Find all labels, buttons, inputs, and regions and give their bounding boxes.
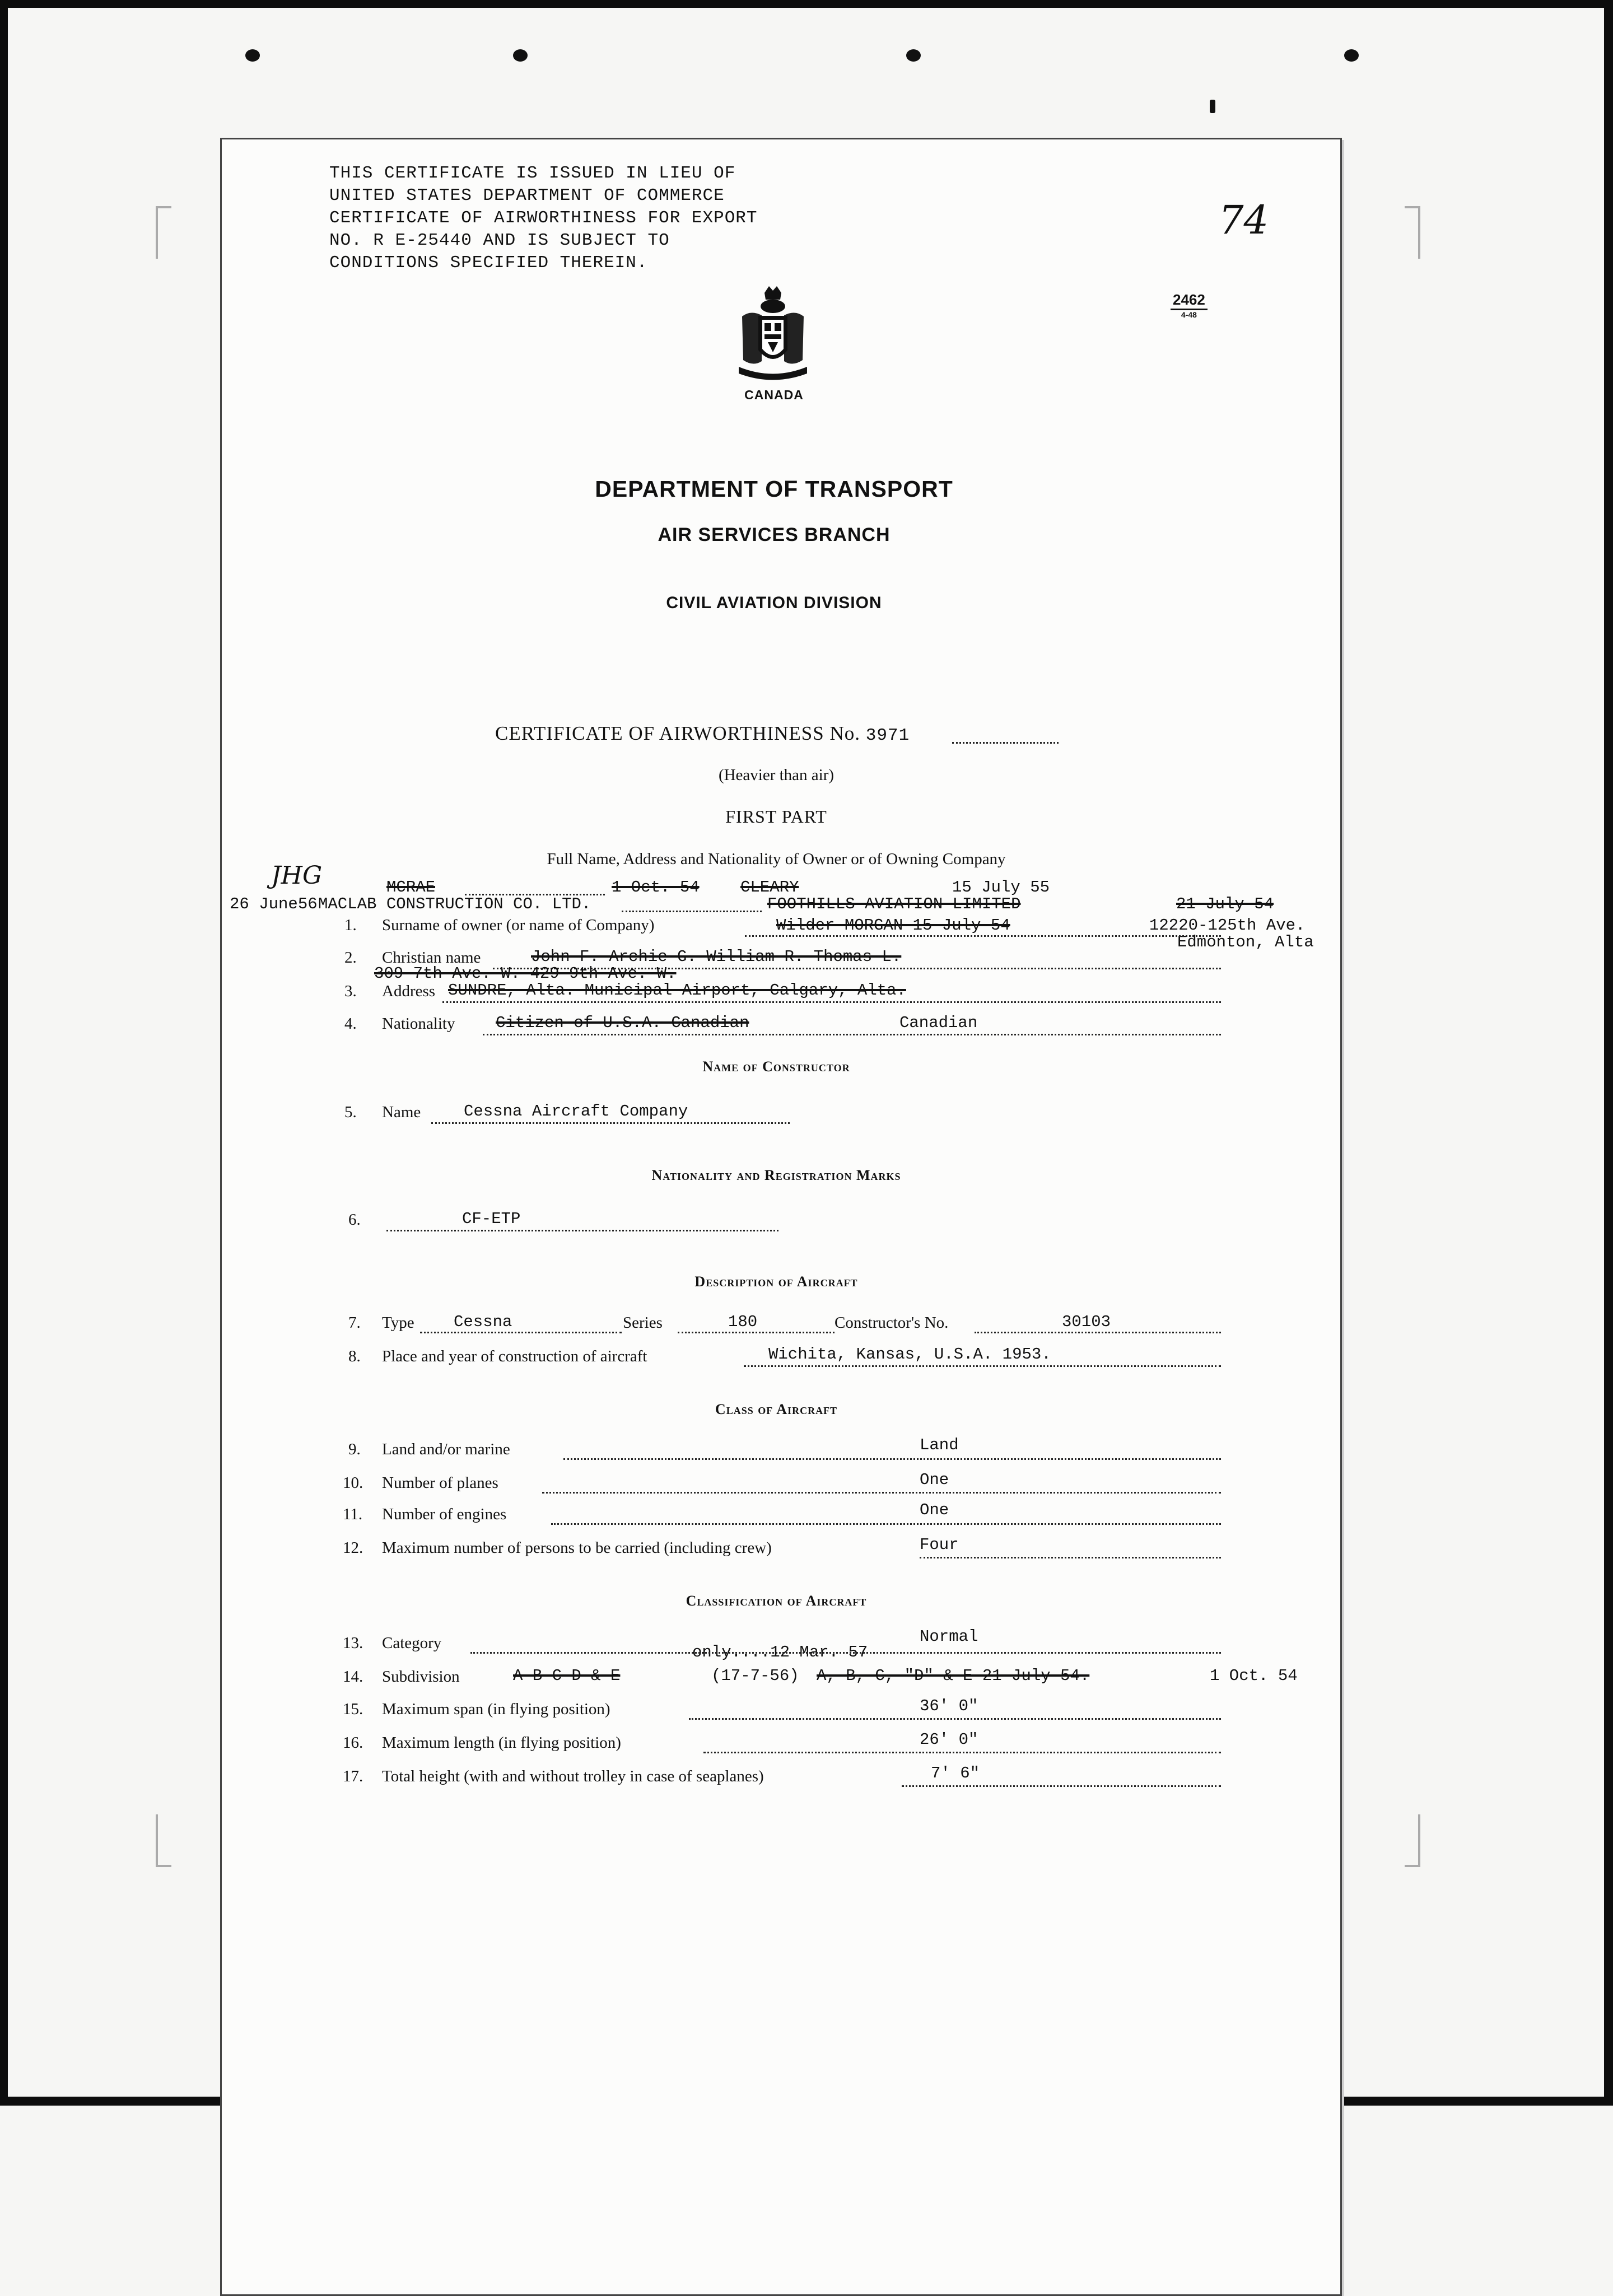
field-1-number: 1. [344,916,357,934]
certificate-title-label: CERTIFICATE OF AIRWORTHINESS No. [495,722,861,744]
classification-section-title: Classification of Aircraft [686,1593,867,1609]
prior-owner-cleary: CLEARY [740,878,799,897]
prior-owner-date: 1 Oct. 54 [612,878,700,897]
prior-owner-mcrae: MCRAE [386,878,436,897]
field-10-number: 10. [343,1474,363,1492]
field-5-value: Cessna Aircraft Company [464,1102,688,1121]
part-heading: FIRST PART [725,806,827,827]
class-section-title: Class of Aircraft [715,1401,838,1417]
prior-owner-cleary-date: 15 July 55 [952,878,1050,897]
branch-heading: AIR SERVICES BRANCH [658,524,891,545]
certificate-subtitle: (Heavier than air) [718,766,835,784]
owner-section-title: Full Name, Address and Nationality of Owner or of Owning Company [547,850,1006,868]
field-7-series-label: Series [623,1314,663,1332]
field-1-value: 12220-125th Ave. [1149,916,1306,935]
certificate-title [495,722,910,745]
prior-owner-foothills: FOOTHILLS AVIATION LIMITED [767,895,1021,913]
stamp-line: UNITED STATES DEPARTMENT OF COMMERCE [329,186,725,206]
issue-stamp [329,162,758,274]
description-section-title: Description of Aircraft [694,1273,858,1290]
field-2-number: 2. [344,949,357,967]
field-11-number: 11. [343,1505,363,1523]
field-13-note: only....12 Mar. 57 [692,1643,868,1662]
field-7-constructor-dots [975,1332,1221,1333]
owner-change-date: 26 June56 [230,895,318,913]
country-label: CANADA [744,388,804,402]
field-14-number: 14. [343,1668,363,1686]
field-7-number: 7. [348,1314,361,1332]
field-2-label: Christian name [382,949,481,967]
department-heading: DEPARTMENT OF TRANSPORT [595,476,953,502]
crest-icon [731,283,815,384]
field-6-value: CF-ETP [462,1210,521,1228]
handwritten-page-number: 74 [1219,197,1269,243]
field-3-struck-top: 309 7th Ave. W. 429 9th Ave. W. [374,964,677,983]
field-15-number: 15. [343,1700,363,1718]
field-14-value: 1 Oct. 54 [1210,1667,1298,1685]
field-15-value: 36' 0" [920,1697,978,1715]
field-9-dots [563,1458,1221,1460]
field-12-label: Maximum number of persons to be carried (including crew) [382,1539,772,1557]
field-7-series-value: 180 [728,1313,758,1331]
field-3-label: Address [382,982,436,1000]
field-5-label: Name [382,1103,421,1121]
field-13-label: Category [382,1634,442,1652]
field-4-number: 4. [344,1015,357,1033]
field-16-dots [703,1752,1221,1753]
field-5-number: 5. [344,1103,357,1121]
field-12-dots [920,1557,1221,1558]
field-16-label: Maximum length (in flying position) [382,1734,621,1752]
field-1-value-2: Edmonton, Alta [1177,933,1314,951]
certificate-number-dots [952,742,1059,744]
field-1-struck: Wilder MORGAN 15 July 54 [776,916,1010,935]
field-7-constructor-label: Constructor's No. [835,1314,949,1332]
constructor-section-title: Name of Constructor [702,1058,850,1075]
field-2-struck: John F. Archie G. William R. Thomas L. [531,948,902,966]
stamp-line: CERTIFICATE OF AIRWORTHINESS FOR EXPORT [329,208,758,228]
registration-section-title: Nationality and Registration Marks [651,1167,901,1183]
stamp-line: CONDITIONS SPECIFIED THEREIN. [329,253,648,273]
field-4-label: Nationality [382,1015,455,1033]
field-12-value: Four [920,1536,959,1554]
certificate-number: 3971 [865,726,910,745]
field-4-dots [483,1034,1221,1035]
field-17-label: Total height (with and without trolley in case of seaplanes) [382,1767,764,1785]
field-14-struck: A B C D & E [513,1667,621,1685]
field-1-label: Surname of owner (or name of Company) [382,916,655,934]
form-number [1171,291,1208,319]
field-3-struck: SUNDRE, Alta. Municipal Airport, Calgary, Alta. [448,981,906,1000]
initials-mark: JHG [271,861,323,890]
field-6-dots [386,1230,778,1231]
coat-of-arms [731,283,815,384]
field-7-constructor-value: 30103 [1062,1313,1111,1331]
field-10-label: Number of planes [382,1474,498,1492]
field-7-type-value: Cessna [454,1313,512,1331]
division-heading: CIVIL AVIATION DIVISION [666,594,882,612]
field-13-number: 13. [343,1634,363,1652]
field-4-struck: Citizen of U.S.A. Canadian [496,1014,749,1032]
field-12-number: 12. [343,1539,363,1557]
field-16-value: 26' 0" [920,1730,978,1749]
field-8-label: Place and year of construction of aircraft [382,1347,647,1365]
field-7-type-label: Type [382,1314,414,1332]
field-3-number: 3. [344,982,357,1000]
field-8-value: Wichita, Kansas, U.S.A. 1953. [768,1345,1051,1364]
field-16-number: 16. [343,1734,363,1752]
field-10-value: One [920,1471,949,1489]
field-17-dots [902,1785,1221,1787]
field-10-dots [542,1492,1221,1494]
field-11-dots [551,1523,1221,1525]
field-9-value: Land [920,1436,959,1454]
field-7-type-dots [420,1332,622,1333]
field-6-number: 6. [348,1211,361,1229]
field-13-value: Normal [920,1627,978,1646]
field-4-value: Canadian [899,1014,978,1032]
prior-owner-foothills-date: 21 July 54 [1176,895,1274,913]
field-8-number: 8. [348,1347,361,1365]
field-14-struck-2: A, B, C, "D" & E 21 July 54. [817,1667,1090,1685]
field-5-dots [431,1122,790,1124]
field-9-label: Land and/or marine [382,1440,510,1458]
field-17-number: 17. [343,1767,363,1785]
form-date: 4-48 [1181,310,1197,319]
stamp-line: THIS CERTIFICATE IS ISSUED IN LIEU OF [329,164,736,183]
field-15-dots [689,1718,1221,1720]
field-7-series-dots [678,1332,835,1333]
field-14-mid: (17-7-56) [711,1667,799,1685]
field-1-dots [745,935,1221,937]
stamp-line: NO. R E-25440 AND IS SUBJECT TO [329,231,670,250]
field-17-value: 7' 6" [931,1764,980,1782]
field-15-label: Maximum span (in flying position) [382,1700,610,1718]
field-14-label: Subdivision [382,1668,460,1686]
field-3-dots [442,1001,1221,1003]
field-8-dots [744,1365,1221,1367]
current-owner-company: MACLAB CONSTRUCTION CO. LTD. [318,895,591,913]
form-number-value: 2462 [1171,291,1208,310]
field-9-number: 9. [348,1440,361,1458]
field-11-label: Number of engines [382,1505,507,1523]
field-11-value: One [920,1501,949,1519]
owner-dots [622,911,762,912]
field-13-dots [470,1652,1221,1654]
